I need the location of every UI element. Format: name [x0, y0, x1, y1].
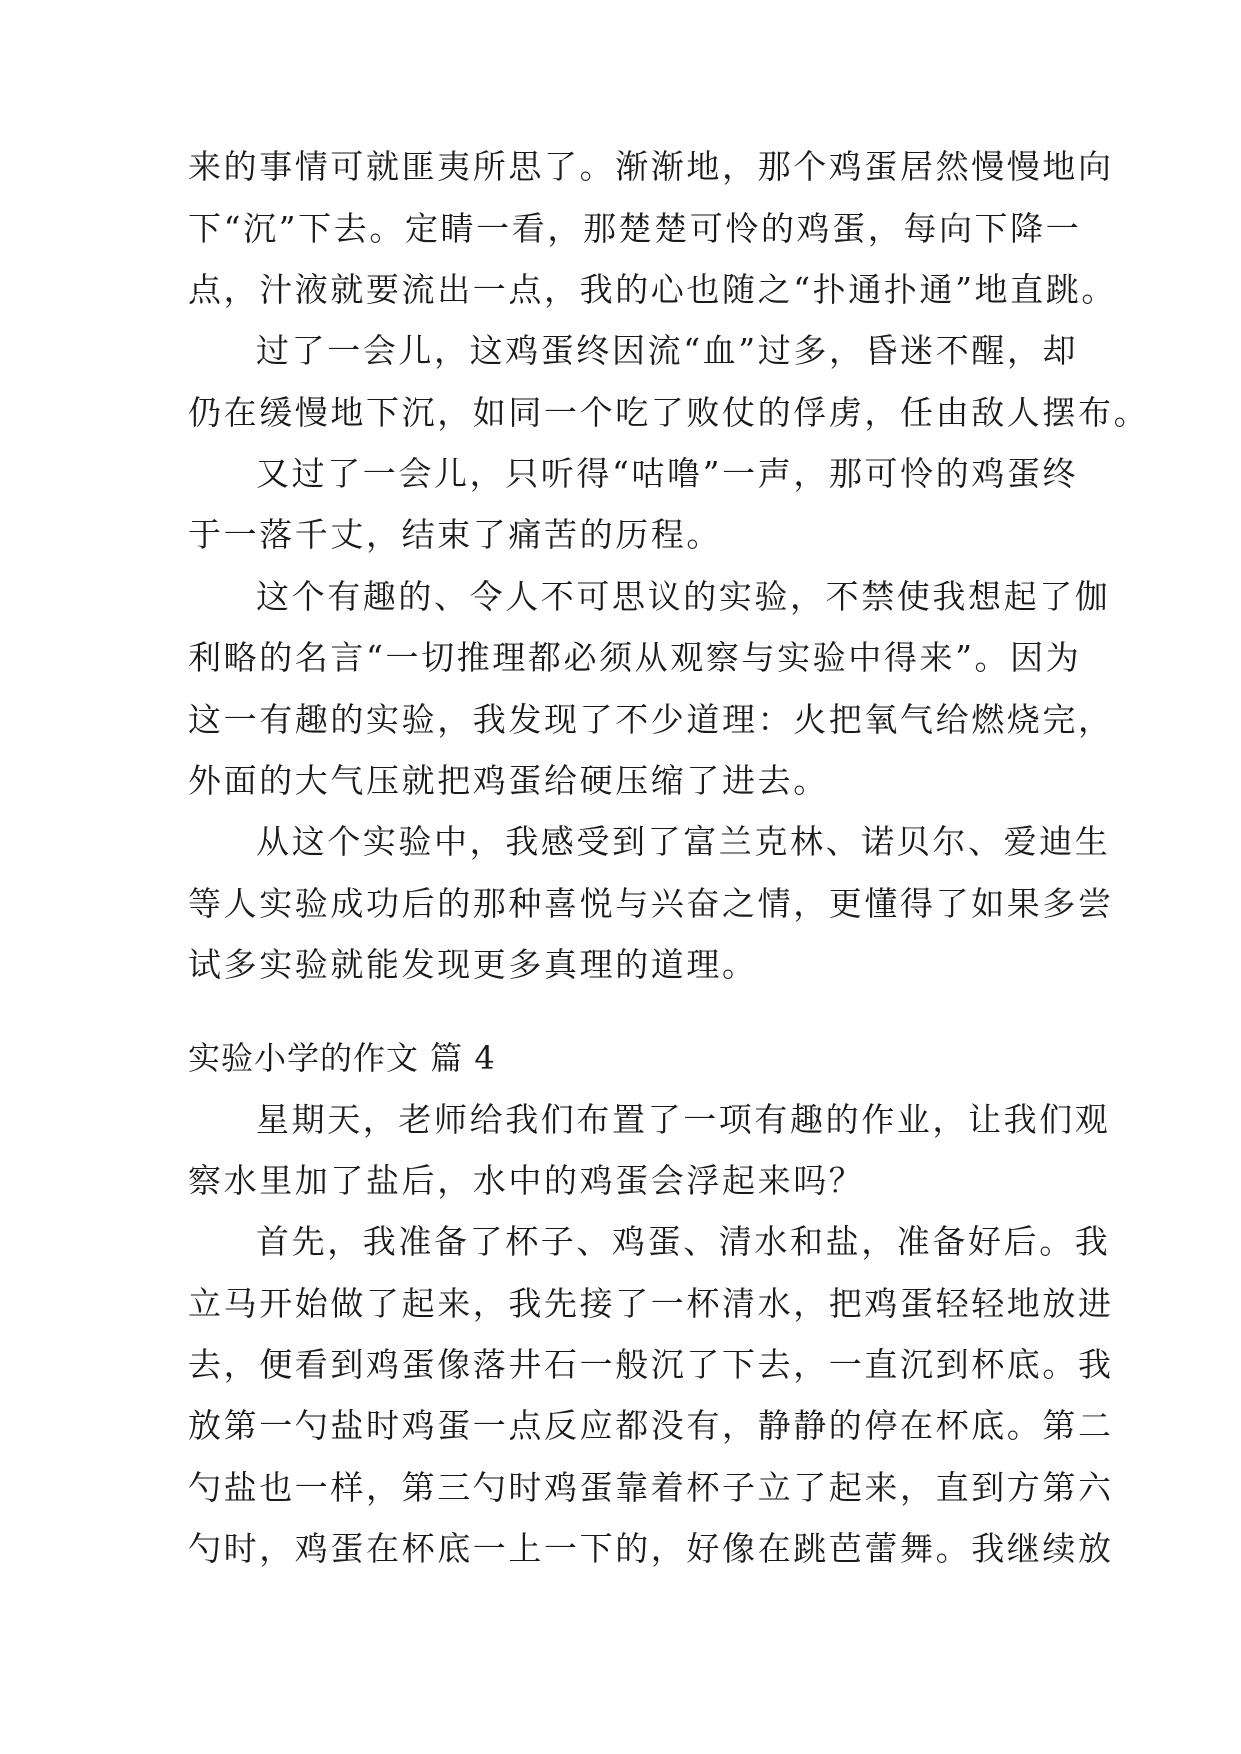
text-line: 察水里加了盐后，水中的鸡蛋会浮起来吗？	[188, 1161, 865, 1200]
text-line: 等人实验成功后的那种喜悦与兴奋之情，更懂得了如果多尝	[188, 884, 1114, 923]
text-line: 于一落千丈，结束了痛苦的历程。	[188, 515, 722, 554]
text-line: 首先，我准备了杯子、鸡蛋、清水和盐，准备好后。我	[256, 1222, 1111, 1261]
text-line: 从这个实验中，我感受到了富兰克林、诺贝尔、爱迪生	[256, 822, 1111, 861]
text-line: 点，汁液就要流出一点，我的心也随之“扑通扑通”地直跳。	[188, 270, 1117, 309]
text-line: 试多实验就能发现更多真理的道理。	[188, 945, 758, 984]
text-line: 下“沉”下去。定睛一看，那楚楚可怜的鸡蛋，每向下降一	[188, 209, 1082, 248]
text-line: 星期天，老师给我们布置了一项有趣的作业，让我们观	[256, 1100, 1111, 1139]
text-line: 这个有趣的、令人不可思议的实验，不禁使我想起了伽	[256, 577, 1111, 616]
text-line: 勺盐也一样，第三勺时鸡蛋靠着杯子立了起来，直到方第六	[188, 1468, 1114, 1507]
text-line: 这一有趣的实验，我发现了不少道理：火把氧气给燃烧完，	[188, 700, 1114, 739]
text-line: 仍在缓慢地下沉，如同一个吃了败仗的俘虏，任由敌人摆布。	[188, 393, 1150, 432]
text-line: 立马开始做了起来，我先接了一杯清水，把鸡蛋轻轻地放进	[188, 1284, 1114, 1323]
section-heading: 实验小学的作文 篇 4	[188, 1039, 496, 1077]
text-line: 利略的名言“一切推理都必须从观察与实验中得来”。因为	[188, 638, 1082, 677]
text-line: 过了一会儿，这鸡蛋终因流“血”过多，昏迷不醒，却	[256, 331, 1079, 370]
text-line: 外面的大气压就把鸡蛋给硬压缩了进去。	[188, 761, 829, 800]
text-line: 又过了一会儿，只听得“咕噜”一声，那可怜的鸡蛋终	[256, 454, 1079, 493]
text-line: 去，便看到鸡蛋像落井石一般沉了下去，一直沉到杯底。我	[188, 1345, 1114, 1384]
text-line: 勺时，鸡蛋在杯底一上一下的，好像在跳芭蕾舞。我继续放	[188, 1529, 1114, 1568]
text-line: 来的事情可就匪夷所思了。渐渐地，那个鸡蛋居然慢慢地向	[188, 147, 1114, 186]
text-line: 放第一勺盐时鸡蛋一点反应都没有，静静的停在杯底。第二	[188, 1406, 1114, 1445]
